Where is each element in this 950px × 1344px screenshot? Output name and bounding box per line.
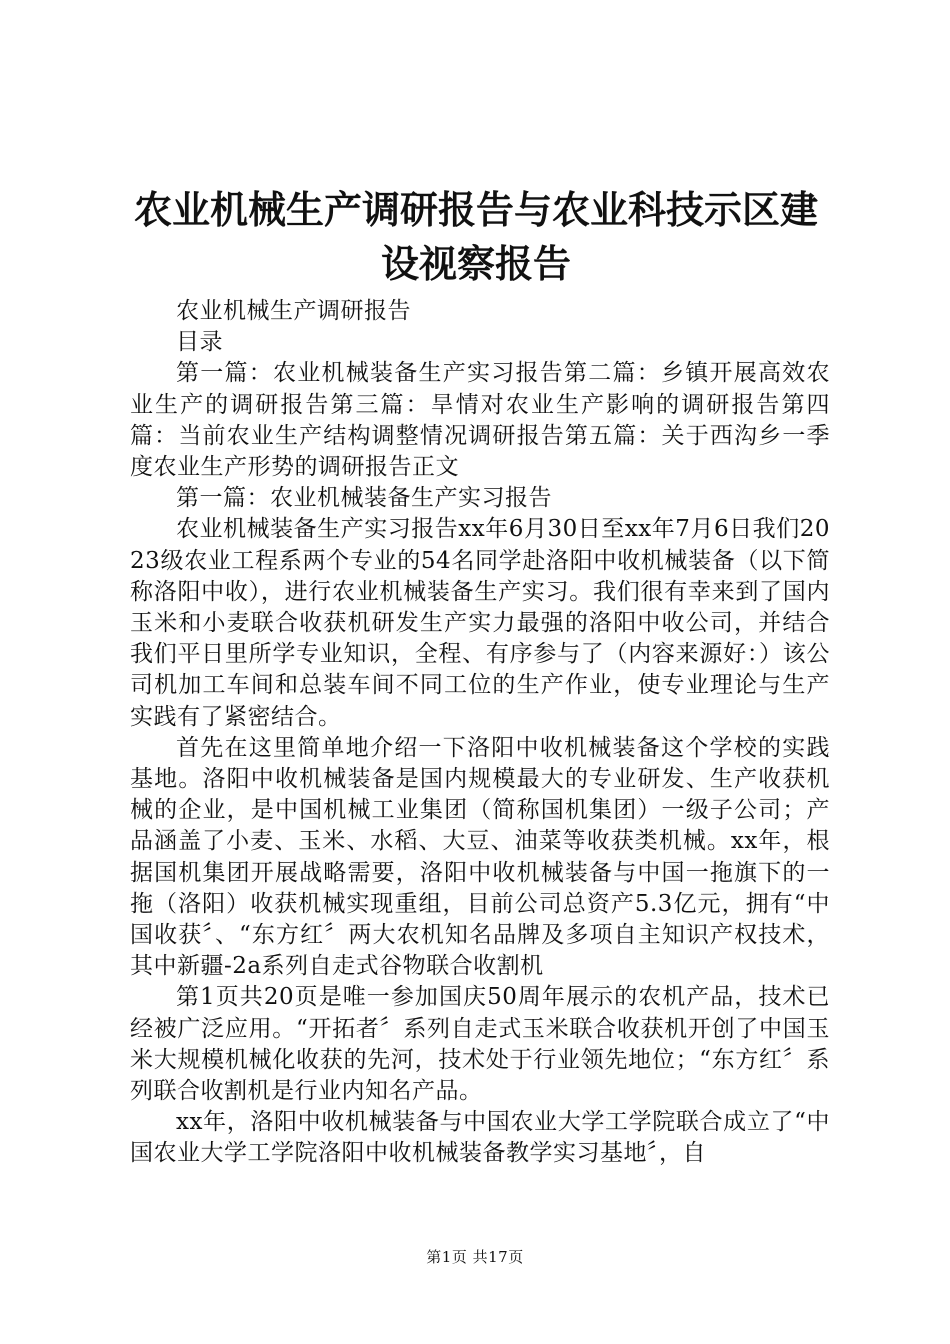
- paragraph-base: xx年，洛阳中收机械装备与中国农业大学工学院联合成立了“中国农业大学工学院洛阳中收机械装备教学实习基地〞，自: [130, 1109, 830, 1167]
- document-body: [130, 296, 830, 1170]
- paragraph-chapter-one-heading: 第一篇：农业机械装备生产实习报告: [176, 485, 552, 512]
- paragraph-toc-heading: 目录: [176, 329, 223, 356]
- page-footer: 第1页 共17页: [426, 1248, 524, 1266]
- paragraph-report-heading: 农业机械生产调研报告: [176, 298, 411, 324]
- paragraph-products: 第1页共20页是唯一参加国庆50周年展示的农机产品，技术已经被广泛应用。“开拓者〞系列自走式玉米联合收获机开创了中国玉米大规模机械化收获的先河，技术处于行业领先地位；“东方红〞系列联合收割机是行业内知名产品。: [130, 984, 830, 1105]
- paragraph-toc: 第一篇：农业机械装备生产实习报告第二篇：乡镇开展高效农业生产的调研报告第三篇：旱情对农业生产影响的调研报告第四篇：当前农业生产结构调整情况调研报告第五篇：关于西沟乡一季度农业生产形势的调研报告正文: [130, 360, 830, 481]
- paragraph-company: 首先在这里简单地介绍一下洛阳中收机械装备这个学校的实践基地。洛阳中收机械装备是国内规模最大的专业研发、生产收获机械的企业，是中国机械工业集团（简称国机集团）一级子公司；产品涵盖了小麦、玉米、水稻、大豆、油菜等收获类机械。xx年，根据国机集团开展战略需要，洛阳中收机械装备与中国一拖旗下的一拖（洛阳）收获机械实现重组，目前公司总资产5.3亿元，拥有“中国收获〞、“东方红〞两大农机知名品牌及多项自主知识产权技术，其中新疆-2a系列自走式谷物联合收割机: [130, 734, 830, 980]
- document-title: 农业机械生产调研报告与农业科技示区建设视察报告: [133, 188, 818, 286]
- paragraph-intro: 农业机械装备生产实习报告xx年6月30日至xx年7月6日我们2023级农业工程系两个专业的54名同学赴洛阳中收机械装备（以下简称洛阳中收），进行农业机械装备生产实习。我们很有幸来到了国内玉米和小麦联合收获机研发生产实力最强的洛阳中收公司，并结合我们平日里所学专业知识，全程、有序参与了（内容来源好：）该公司机加工车间和总装车间不同工位的生产作业，使专业理论与生产实践有了紧密结合。: [130, 516, 830, 730]
